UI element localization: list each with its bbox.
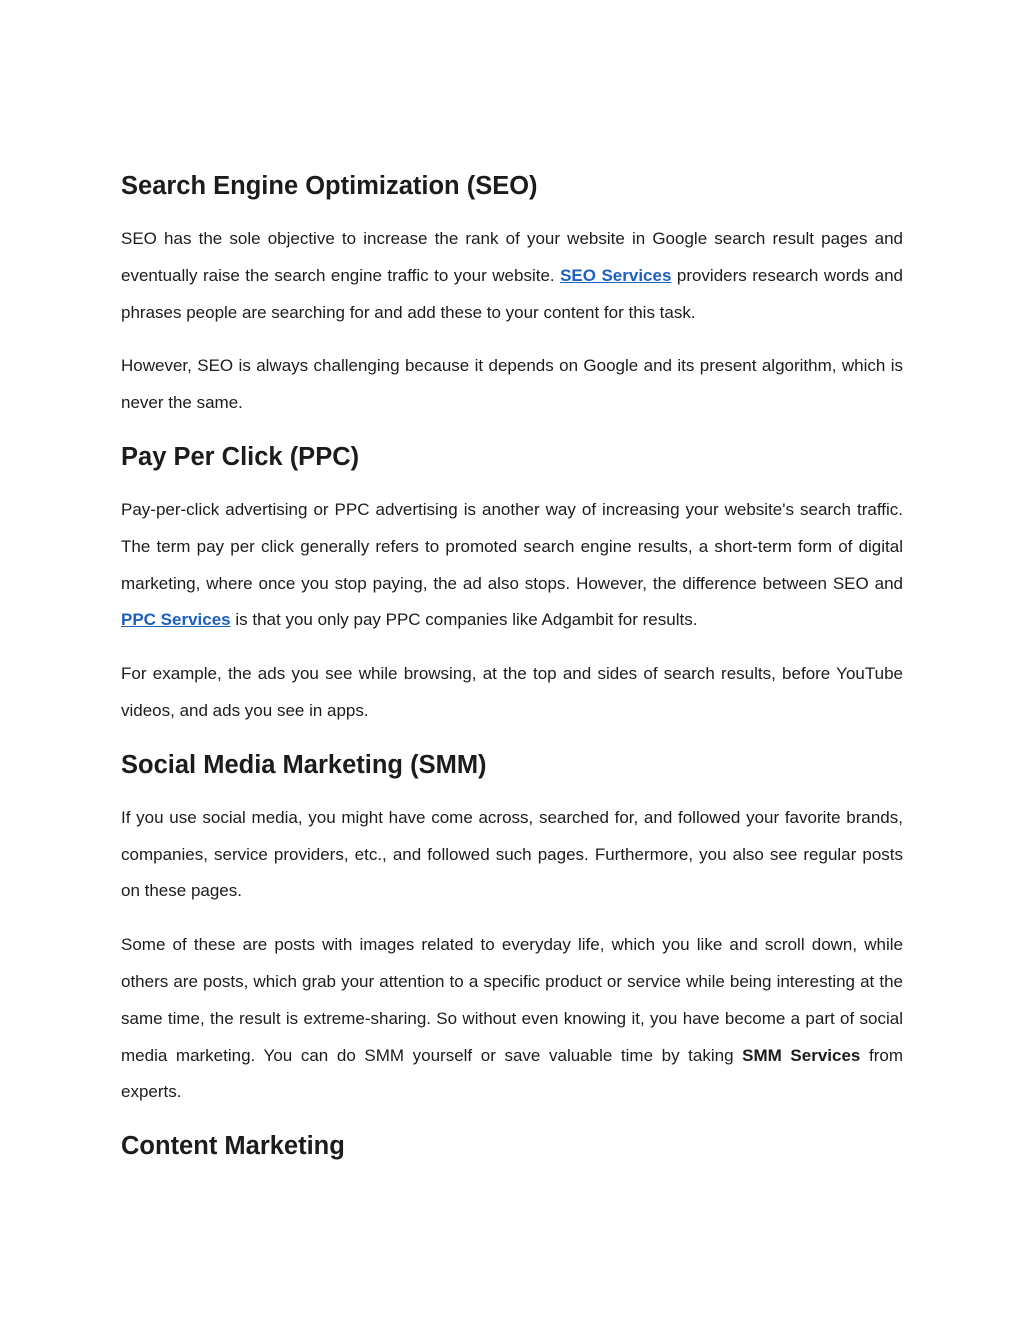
document-page (121, 168, 903, 1165)
paragraph-seo-challenge: However, SEO is always challenging because it depends on Google and its present algorithm, which is never the same. (121, 356, 903, 413)
paragraph-ppc-intro (121, 492, 903, 639)
seo-services-link[interactable]: SEO Services (560, 265, 672, 285)
paragraph-smm-detail (121, 927, 903, 1111)
paragraph-text: Pay-per-click advertising or PPC advertising is another way of increasing your website's search traffic. The term pay per click generally refers to promoted search engine results, a short-term form of digital marketing, where once you stop paying, the ad also stops. However, the difference between SEO and (121, 499, 903, 593)
paragraph-text: Some of these are posts with images related to everyday life, which you like and scroll down, while others are posts, which grab your attention to a specific product or service while being interesting at the same time, the result is extreme-sharing. So without even knowing it, you have become a part of social media marketing. You can do SMM yourself or save valuable time by taking (121, 935, 903, 1065)
paragraph-seo-intro (121, 221, 903, 331)
paragraph-text: is that you only pay PPC companies like Adgambit for results. (230, 610, 698, 630)
heading-ppc: Pay Per Click (PPC) (121, 442, 360, 471)
smm-services-bold: SMM Services (742, 1045, 861, 1065)
paragraph-text: providers research words and phrases people are searching for and add these to your content for this task. (121, 265, 904, 322)
paragraph-text: SEO has the sole objective to increase the rank of your website in Google search result pages and eventually raise the search engine traffic to your website. (121, 229, 903, 285)
paragraph-smm-intro: If you use social media, you might have come across, searched for, and followed your favorite brands, companies, service providers, etc., and followed such pages. Furthermore, you also see regular posts on these pages. (121, 807, 903, 901)
heading-seo: Search Engine Optimization (SEO) (121, 172, 538, 200)
heading-content-marketing: Content Marketing (121, 1132, 345, 1161)
paragraph-ppc-example: For example, the ads you see while browsing, at the top and sides of search results, before YouTube videos, and ads you see in apps. (121, 664, 903, 720)
heading-smm: Social Media Marketing (SMM) (121, 750, 487, 779)
paragraph-text: from experts. (121, 1045, 903, 1102)
ppc-services-link[interactable]: PPC Services (121, 610, 231, 630)
